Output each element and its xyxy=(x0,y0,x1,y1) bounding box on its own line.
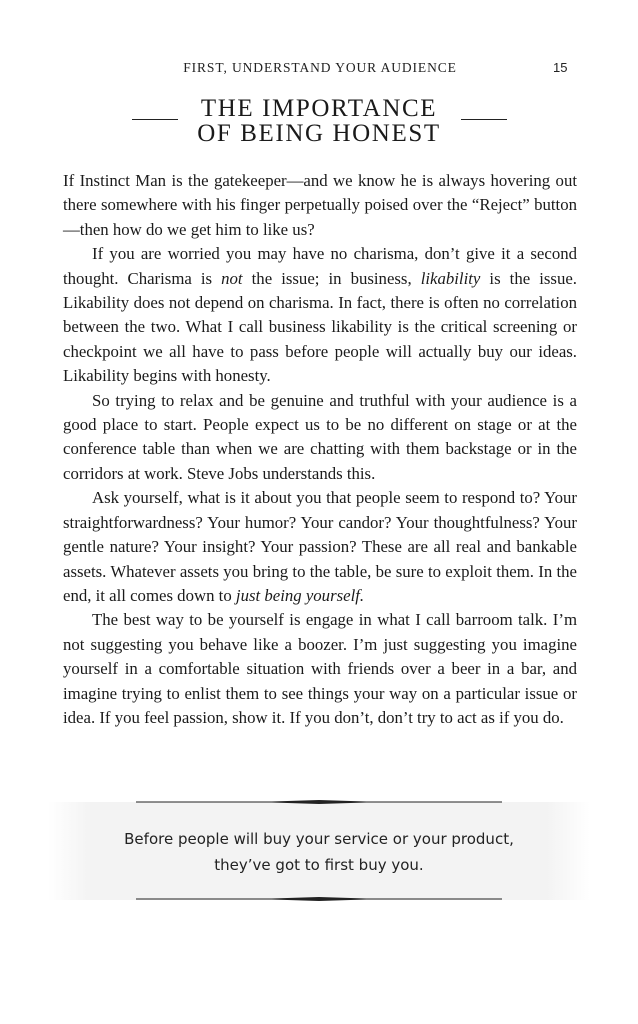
emphasis-likability: likability xyxy=(420,268,481,288)
pull-quote-rule-top xyxy=(136,800,502,804)
paragraph-2-text-c: is the issue. Likability does not depend on charisma. In fact, there is often no correlation between the two. What I call business likability is the critical screening or checkpoint we all have to pass before people will actually buy our ideas. Likability begins with honesty. xyxy=(63,268,577,386)
pull-quote-line-1: Before people will buy your service or your product, xyxy=(124,830,514,848)
section-heading xyxy=(0,96,638,146)
page-number: 15 xyxy=(553,60,568,75)
body-text xyxy=(63,169,577,730)
paragraph-2-text-b: the issue; in business, xyxy=(242,268,421,288)
pull-quote-line-2: they’ve got to first buy you. xyxy=(214,856,424,874)
emphasis-just-being-yourself: just being yourself. xyxy=(235,585,365,605)
paragraph-3: So trying to relax and be genuine and truthful with your audience is a good place to start. People expect us to be no different on stage or at the conference table than when we are chatting with them backstage or in the corridors at work. Steve Jobs understands this. xyxy=(63,390,577,483)
paragraph-5: The best way to be yourself is engage in what I call barroom talk. I’m not suggesting you behave like a boozer. I’m just suggesting you imagine yourself in a comfortable situation with friends over a beer in a bar, and imagine trying to enlist them to see things your way on a particular issue or idea. If you feel passion, show it. If you don’t, don’t try to act as if you do. xyxy=(63,610,577,727)
paragraph-4 xyxy=(63,486,577,608)
paragraph-4-text: Ask yourself, what is it about you that people seem to respond to? Your straightforwardness? Your humor? Your candor? Your thoughtfulness? Your gentle nature? Your insight? Your passion? These are all real and bankable assets. Whatever assets you bring to the table, be sure to exploit them. In the end, it all comes down to xyxy=(63,488,577,605)
paragraph-2-text-a: If you are worried you may have no charisma, don’t give it a second thought. Charisma is xyxy=(63,244,577,288)
running-title: FIRST, UNDERSTAND YOUR AUDIENCE xyxy=(183,60,457,75)
paragraph-1: If Instinct Man is the gatekeeper—and we know he is always hovering out there somewhere with his finger perpetually poised over the “Reject” button—then how do we get him to like us? xyxy=(63,171,577,239)
pull-quote xyxy=(48,826,590,878)
section-heading-line-1: THE IMPORTANCE xyxy=(200,95,438,122)
section-heading-line-2: OF BEING HONEST xyxy=(197,120,441,147)
emphasis-not: not xyxy=(221,268,243,288)
running-head xyxy=(0,60,638,80)
pull-quote-rule-bottom xyxy=(136,897,502,901)
paragraph-2 xyxy=(63,242,577,388)
